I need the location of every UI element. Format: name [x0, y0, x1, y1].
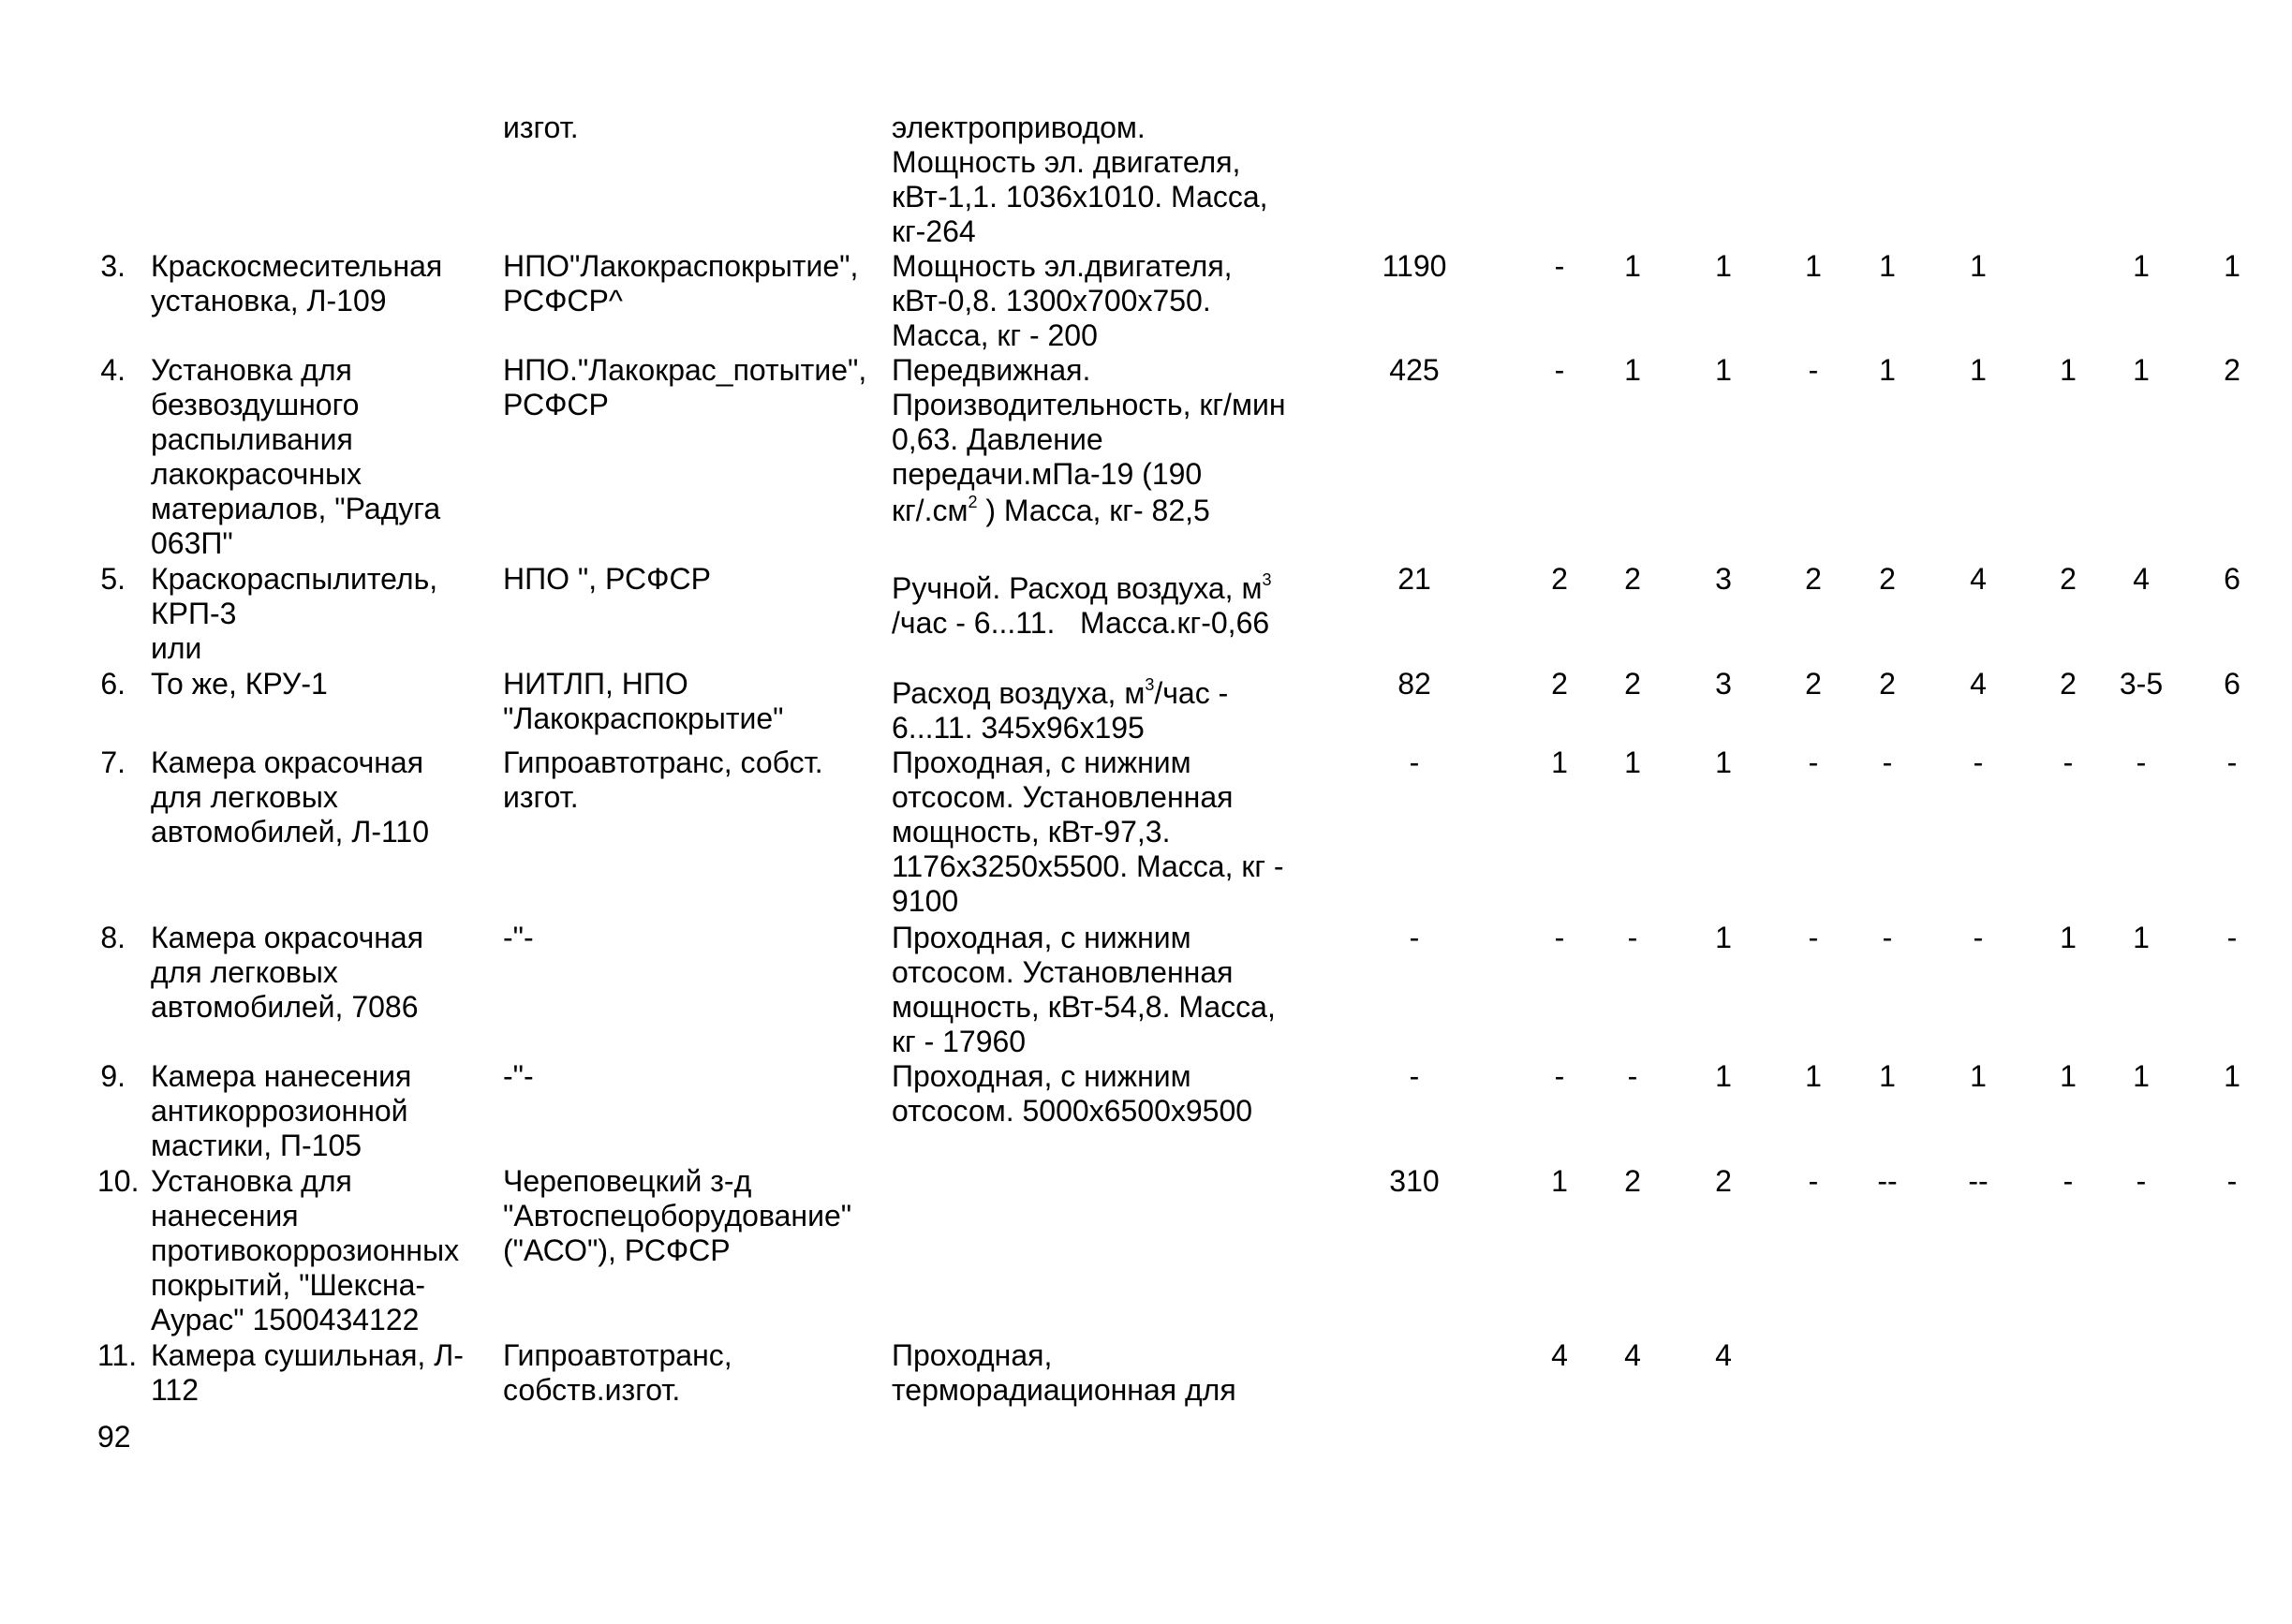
description-line: кВт-0,8. 1300x700x750.: [892, 284, 1211, 317]
description-line: кг - 17960: [892, 1025, 1027, 1058]
name-line: Аурас" 1500434122: [151, 1303, 420, 1336]
quantity-cell: 2: [2060, 562, 2077, 596]
maker-line: НПО"Лакокраспокрытие",: [503, 249, 859, 283]
quantity-cell: -: [1554, 921, 1565, 954]
equipment-name: [151, 1338, 464, 1408]
name-line: материалов, "Радуга: [151, 492, 441, 525]
quantity-cell: 1: [2133, 249, 2150, 283]
quantity-cell: 2: [1879, 562, 1896, 596]
description-line: 6...11. 345x96x195: [892, 711, 1145, 745]
equipment-name: [151, 1164, 459, 1337]
maker-line: изгот.: [503, 780, 579, 814]
description-line: передачи.мПа-19 (190: [892, 457, 1203, 491]
name-line: распыливания: [151, 422, 353, 456]
quantity-cell: 1: [1805, 1059, 1822, 1093]
quantity-cell: -: [2226, 746, 2238, 779]
maker-line: -"-: [503, 921, 534, 954]
name-line: 063П": [151, 526, 233, 560]
quantity-cell: -: [1554, 1059, 1565, 1093]
description-cell: [892, 353, 1285, 528]
quantity-cell: 1: [2133, 1059, 2150, 1093]
quantity-cell: -: [1808, 1164, 1819, 1198]
description-text: /час -: [1154, 676, 1229, 710]
maker-line: РСФСР^: [503, 284, 623, 317]
description-line: отсосом. 5000x6500x9500: [892, 1094, 1253, 1128]
maker-line: ("АСО"), РСФСР: [503, 1233, 731, 1267]
quantity-cell: 1: [2224, 1059, 2240, 1093]
maker-cell: [503, 1338, 732, 1408]
description-cell: [892, 676, 1228, 746]
price-cell: -: [1409, 1059, 1420, 1093]
quantity-cell: 1: [1805, 249, 1822, 283]
quantity-cell: -: [2136, 1164, 2147, 1198]
maker-line: Гипроавтотранс, собст.: [503, 746, 823, 779]
maker-cell: [503, 746, 823, 815]
description-line: терморадиационная для: [892, 1373, 1236, 1407]
description-cell: [892, 249, 1233, 353]
maker-line: -"-: [503, 1059, 534, 1093]
quantity-cell: 2: [1715, 1164, 1732, 1198]
maker-line: "Автоспецоборудование": [503, 1199, 852, 1233]
maker-line: собств.изгот.: [503, 1373, 681, 1407]
quantity-cell: 1: [1879, 1059, 1896, 1093]
description-cell: [892, 111, 1268, 249]
maker-cell: [503, 353, 866, 422]
name-line: КРП-3: [151, 597, 237, 630]
description-line: Проходная,: [892, 1338, 1053, 1372]
description-text: Расход воздуха, м: [892, 676, 1146, 710]
description-line: [892, 494, 1285, 528]
quantity-cell: 1: [1624, 249, 1641, 283]
quantity-cell: 1: [1715, 249, 1732, 283]
maker-line: "Лакокраспокрытие": [503, 701, 784, 735]
description-line: мощность, кВт-54,8. Масса,: [892, 990, 1276, 1024]
quantity-cell: 1: [1551, 1164, 1568, 1198]
maker-cell: [503, 667, 784, 736]
quantity-cell: -: [1554, 353, 1565, 387]
quantity-cell: 1: [1624, 746, 1641, 779]
quantity-cell: 1: [1970, 353, 1987, 387]
equipment-name: [151, 353, 440, 561]
quantity-cell: -: [1808, 746, 1819, 779]
equipment-name: [151, 562, 437, 666]
description-cell: [892, 1059, 1252, 1129]
description-text: Ручной. Расход воздуха, м: [892, 571, 1263, 605]
quantity-cell: -: [1882, 746, 1893, 779]
description-text: ) Масса, кг- 82,5: [977, 494, 1210, 527]
description-line: 0,63. Давление: [892, 422, 1103, 456]
name-line: покрытий, "Шексна-: [151, 1268, 426, 1302]
quantity-cell: 4: [2133, 562, 2150, 596]
description-line: 1176x3250x5500. Масса, кг -: [892, 849, 1284, 883]
quantity-cell: -: [1882, 921, 1893, 954]
quantity-cell: 3-5: [2119, 667, 2164, 701]
quantity-cell: 4: [1970, 562, 1987, 596]
description-line: [892, 571, 1271, 606]
quantity-cell: 1: [2060, 921, 2077, 954]
description-text: кг/.см: [892, 494, 969, 527]
equipment-name: [151, 746, 429, 849]
description-cell: [892, 1338, 1236, 1408]
quantity-cell: 2: [1624, 667, 1641, 701]
name-line: для легковых: [151, 780, 338, 814]
quantity-cell: 2: [1879, 667, 1896, 701]
maker-line: НИТЛП, НПО: [503, 667, 688, 701]
price-cell: 425: [1389, 353, 1440, 387]
quantity-cell: 1: [1879, 353, 1896, 387]
quantity-cell: 1: [2224, 249, 2240, 283]
maker-cell: [503, 1164, 851, 1268]
row-number: 7.: [100, 746, 126, 779]
row-number: 8.: [100, 921, 126, 954]
quantity-cell: 1: [1970, 249, 1987, 283]
name-line: для легковых: [151, 955, 338, 989]
name-line: лакокрасочных: [151, 457, 362, 491]
quantity-cell: 4: [1551, 1338, 1568, 1372]
description-line: Проходная, с нижним: [892, 746, 1191, 779]
quantity-cell: 2: [1551, 562, 1568, 596]
superscript: 3: [1262, 570, 1272, 589]
quantity-cell: 4: [1715, 1338, 1732, 1372]
description-line: Масса, кг - 200: [892, 318, 1098, 352]
price-cell: 21: [1397, 562, 1431, 596]
description-line: кг-264: [892, 214, 976, 248]
quantity-cell: 4: [1970, 667, 1987, 701]
row-number: 3.: [100, 249, 126, 283]
quantity-cell: -: [1627, 1059, 1638, 1093]
equipment-name: [151, 1059, 411, 1163]
quantity-cell: 6: [2224, 562, 2240, 596]
maker-line: РСФСР: [503, 388, 609, 421]
quantity-cell: --: [1877, 1164, 1898, 1198]
name-line: или: [151, 631, 202, 665]
quantity-cell: --: [1968, 1164, 1989, 1198]
description-line: Мощность эл.двигателя,: [892, 249, 1233, 283]
name-line: То же, КРУ-1: [151, 667, 328, 701]
maker-cell: [503, 562, 711, 597]
description-line: /час - 6...11. Масса.кг-0,66: [892, 606, 1270, 640]
name-line: Камера окрасочная: [151, 921, 424, 954]
quantity-cell: 1: [1970, 1059, 1987, 1093]
quantity-cell: -: [1627, 921, 1638, 954]
quantity-cell: 1: [1715, 746, 1732, 779]
quantity-cell: 2: [2224, 353, 2240, 387]
quantity-cell: 2: [1551, 667, 1568, 701]
quantity-cell: -: [2226, 1164, 2238, 1198]
description-line: Производительность, кг/мин: [892, 388, 1286, 421]
maker-cell: [503, 921, 534, 955]
description-line: электроприводом.: [892, 111, 1146, 144]
superscript: 2: [968, 493, 978, 511]
quantity-cell: 2: [1624, 1164, 1641, 1198]
maker-line: НПО."Лакокрас_потытие",: [503, 353, 867, 387]
price-cell: -: [1409, 921, 1420, 954]
name-line: Краскораспылитель,: [151, 562, 438, 596]
description-line: мощность, кВт-97,3.: [892, 815, 1171, 849]
description-cell: [892, 921, 1276, 1059]
quantity-cell: 2: [2060, 667, 2077, 701]
quantity-cell: 1: [2133, 353, 2150, 387]
name-line: Установка для: [151, 353, 352, 387]
name-line: Установка для: [151, 1164, 352, 1198]
price-cell: 1190: [1382, 249, 1447, 283]
quantity-cell: 2: [1805, 667, 1822, 701]
name-line: нанесения: [151, 1199, 299, 1233]
row-number: 6.: [100, 667, 126, 701]
quantity-cell: -: [1973, 746, 1984, 779]
equipment-name: [151, 921, 423, 1025]
row-number: 9.: [100, 1059, 126, 1093]
quantity-cell: -: [1808, 353, 1819, 387]
superscript: 3: [1145, 675, 1155, 694]
quantity-cell: -: [2226, 921, 2238, 954]
description-line: Проходная, с нижним: [892, 1059, 1191, 1093]
page-number: 92: [97, 1420, 131, 1454]
description-line: Проходная, с нижним: [892, 921, 1191, 954]
quantity-cell: 2: [1805, 562, 1822, 596]
name-line: 112: [151, 1373, 200, 1407]
name-line: Краскосмесительная: [151, 249, 443, 283]
quantity-cell: -: [1554, 249, 1565, 283]
price-cell: 310: [1389, 1164, 1440, 1198]
quantity-cell: -: [2063, 746, 2074, 779]
name-line: автомобилей, 7086: [151, 990, 419, 1024]
description-line: Мощность эл. двигателя,: [892, 145, 1241, 179]
description-line: отсосом. Установленная: [892, 955, 1234, 989]
equipment-name: [151, 249, 442, 318]
quantity-cell: -: [1808, 921, 1819, 954]
name-line: антикоррозионной: [151, 1094, 408, 1128]
name-line: установка, Л-109: [151, 284, 387, 317]
description-line: 9100: [892, 884, 959, 918]
row-number: 4.: [100, 353, 126, 387]
maker-line: Череповецкий з-д: [503, 1164, 752, 1198]
name-line: мастики, П-105: [151, 1129, 362, 1162]
maker-cell: [503, 1059, 534, 1094]
name-line: автомобилей, Л-110: [151, 815, 429, 849]
quantity-cell: 2: [1624, 562, 1641, 596]
row-number: 5.: [100, 562, 126, 596]
quantity-cell: 1: [2060, 1059, 2077, 1093]
quantity-cell: 1: [1715, 353, 1732, 387]
quantity-cell: 3: [1715, 667, 1732, 701]
description-line: Передвижная.: [892, 353, 1091, 387]
name-line: Камера окрасочная: [151, 746, 424, 779]
quantity-cell: 1: [1551, 746, 1568, 779]
maker-line: НПО ", РСФСР: [503, 562, 711, 596]
quantity-cell: 1: [1879, 249, 1896, 283]
quantity-cell: -: [2063, 1164, 2074, 1198]
quantity-cell: 1: [1715, 921, 1732, 954]
row-number: 10.: [97, 1164, 140, 1198]
price-cell: 82: [1397, 667, 1431, 701]
description-cell: [892, 571, 1271, 641]
description-cell: [892, 746, 1284, 919]
description-line: отсосом. Установленная: [892, 780, 1234, 814]
maker-line: изгот.: [503, 111, 579, 144]
name-line: Камера сушильная, Л-: [151, 1338, 464, 1372]
quantity-cell: -: [1973, 921, 1984, 954]
name-line: безвоздушного: [151, 388, 360, 421]
quantity-cell: -: [2136, 746, 2147, 779]
description-line: кВт-1,1. 1036x1010. Масса,: [892, 180, 1268, 214]
equipment-name: [151, 667, 328, 701]
quantity-cell: 3: [1715, 562, 1732, 596]
maker-cell: [503, 249, 858, 318]
maker-line: Гипроавтотранс,: [503, 1338, 732, 1372]
row-number: 11.: [97, 1338, 138, 1372]
description-line: [892, 676, 1228, 711]
quantity-cell: 4: [1624, 1338, 1641, 1372]
quantity-cell: 1: [1715, 1059, 1732, 1093]
quantity-cell: 1: [2133, 921, 2150, 954]
quantity-cell: 1: [1624, 353, 1641, 387]
price-cell: -: [1409, 746, 1420, 779]
maker-cell: [503, 111, 579, 145]
quantity-cell: 6: [2224, 667, 2240, 701]
quantity-cell: 1: [2060, 353, 2077, 387]
name-line: противокоррозионных: [151, 1233, 460, 1267]
name-line: Камера нанесения: [151, 1059, 412, 1093]
